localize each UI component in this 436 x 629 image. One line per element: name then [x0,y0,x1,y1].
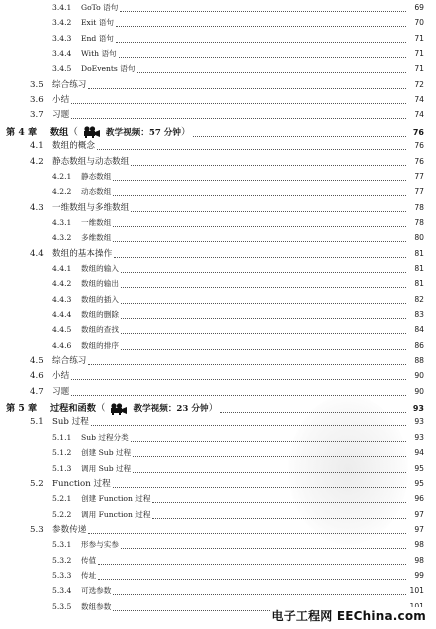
toc-entry-title: 静态数组与动态数组 [52,156,130,167]
toc-entry-number: 4.3.2 [52,233,72,243]
toc-entry-title: With 语句 [81,49,117,59]
toc-entry-number: 3.4.2 [52,18,72,28]
toc-entry-title: 数组 [50,126,69,138]
toc-page-number: 93 [414,432,424,442]
toc-entry-number: 4.6 [30,371,44,382]
toc-page-number: 90 [414,386,424,396]
toc-entry-title: 数组的概念 [52,141,95,152]
toc-entry-title: GoTo 语句 [81,3,119,12]
toc-entry-number: 3.4.1 [52,3,72,12]
toc-entry-row [0,31,424,47]
toc-page-number: 86 [414,340,424,350]
dot-leader [97,148,406,150]
toc-entry-title: 数组的插入 [81,294,119,304]
toc-entry-title: Sub 过程 [52,417,89,428]
dot-leader [71,394,406,396]
toc-entry-number: 5.3.1 [52,540,72,550]
toc-entry-row [0,138,424,154]
toc-page-number: 82 [414,294,424,304]
toc-entry-number: 4.4.3 [52,294,72,304]
toc-entry-number: 4.3.1 [52,217,72,227]
dot-leader [121,302,406,304]
dot-leader [133,471,406,473]
toc-entry-row [0,307,424,323]
toc-entry-title: 传值 [81,555,97,565]
toc-entry-number: 4.4.5 [52,325,72,335]
dot-leader [116,25,406,27]
dot-leader [113,194,406,196]
toc-entry-number: 5.3.2 [52,555,72,565]
dot-leader [113,593,406,595]
film-camera-icon [82,126,102,138]
toc-entry-title: 数组的基本操作 [52,248,113,259]
toc-entry-title: 形参与实参 [81,540,119,550]
dot-leader [113,179,406,181]
toc-entry-title: 数组的输入 [81,263,119,273]
toc-entry-title: 一维数组与多维数组 [52,202,130,213]
toc-entry-title: 多维数组 [81,233,112,243]
toc-entry-row [0,169,424,185]
toc-page-number: 74 [414,110,424,120]
dot-leader [98,578,406,580]
toc-entry-title: Exit 语句 [81,18,114,28]
toc-page-number: 70 [414,18,424,28]
toc-entry-row [0,476,424,492]
toc-entry-title: 数组的查找 [81,325,119,335]
toc-entry-title: 调用 Function 过程 [81,509,151,519]
toc-entry-row [0,61,424,77]
toc-entry-number: 3.6 [30,95,44,106]
toc-entry-row [0,276,424,292]
toc-entry-title: 数组的输出 [81,279,119,289]
toc-entry-number: 3.4.4 [52,49,72,59]
dot-leader [131,440,406,442]
toc-entry-number: 4.4.4 [52,310,72,319]
toc-page-number: 81 [414,279,424,289]
toc-entry-row [0,154,424,170]
toc-page-number: 101 [409,586,424,596]
toc-entry-title: 小结 [52,371,70,382]
toc-entry-row [0,491,424,507]
toc-entry-title: 可选参数 [81,586,112,596]
dot-leader [121,348,406,350]
toc-entry-row [0,338,424,354]
toc-entry-title: 静态数组 [81,171,112,181]
dot-leader [91,424,406,426]
toc-entry-number: 4.2.2 [52,187,72,197]
toc-entry-row [0,461,424,477]
dot-leader [152,517,406,519]
toc-entry-title: 参数传递 [52,524,87,535]
dot-leader [88,532,406,534]
toc-entry-row [0,522,424,538]
toc-page-number: 78 [414,217,424,227]
toc-entry-number: 3.4.3 [52,33,72,43]
toc-entry-row [0,15,424,31]
toc-entry-number: 第 5 章 [6,403,38,415]
toc-page-number: 81 [414,248,424,258]
toc-entry-row [0,246,424,262]
toc-page-number: 69 [414,3,424,12]
toc-entry-title: DoEvents 语句 [81,64,136,74]
dot-leader [88,87,406,89]
toc-page-number: 95 [414,463,424,473]
toc-page-number: 74 [414,95,424,105]
toc-entry-number: 4.4.1 [52,263,72,273]
toc-page-number: 72 [414,79,424,89]
toc-page-number: 90 [414,371,424,381]
toc-entry-number: 5.2.1 [52,494,72,504]
toc-entry-title: 传址 [81,570,97,580]
dot-leader [131,210,406,212]
toc-page-number: 98 [414,540,424,550]
toc-entry-row [0,261,424,277]
toc-page-number: 88 [414,356,424,366]
site-watermark: 电子工程网 EEChina.com [271,609,426,623]
toc-entry-number: 5.3 [30,524,44,535]
toc-page-number: 94 [414,448,424,458]
toc-entry-title: 创建 Function 过程 [81,494,151,504]
toc-entry-row [0,184,424,200]
toc-entry-row [0,583,424,599]
toc-entry-title: 综合练习 [52,79,87,90]
toc-entry-number: 5.1.3 [52,463,72,473]
video-duration: 教学视频：57 分钟 [105,127,181,138]
toc-entry-number: 4.2.1 [52,171,72,181]
dot-leader [71,378,406,380]
toc-page-number: 93 [414,417,424,427]
toc-entry-row [0,215,424,231]
toc-entry-number: 5.2.2 [52,509,72,519]
paren-open: （ [95,403,106,415]
dot-leader [220,411,406,413]
dot-leader [98,563,406,565]
toc-entry-row [0,445,424,461]
toc-entry-number: 4.4.6 [52,340,72,350]
dot-leader [121,271,406,273]
toc-entry-number: 4.3 [30,202,44,213]
toc-entry-title: 创建 Sub 过程 [81,448,132,458]
dot-leader [120,10,406,12]
toc-page-number: 97 [414,509,424,519]
toc-entry-row [0,92,424,108]
dot-leader [113,486,406,488]
toc-entry-number: 4.1 [30,141,44,152]
toc-entry-title: 综合练习 [52,356,87,367]
toc-entry-row [0,230,424,246]
toc-entry-row [0,384,424,400]
toc-page-number: 76 [412,127,424,137]
toc-page-number: 81 [414,263,424,273]
toc-entry-number: 4.4.2 [52,279,72,289]
toc-entry-title: 过程和函数 [50,403,96,415]
toc-entry-row [0,537,424,553]
toc-entry-row [0,292,424,308]
dot-leader [121,286,406,288]
toc-page-number: 97 [414,524,424,534]
toc-page-number: 83 [414,310,424,319]
toc-entry-title: 调用 Sub 过程 [81,463,132,473]
dot-leader [71,102,406,104]
paren-open: （ [68,126,78,138]
toc-entry-number: 5.3.5 [52,601,72,611]
toc-page-number: 93 [412,404,424,414]
dot-leader [116,41,406,43]
toc-entry-number: 4.4 [30,248,44,259]
toc-page-number: 99 [414,570,424,580]
toc-entry-number: 5.1.2 [52,448,72,458]
toc-entry-title: 数组的删除 [81,310,119,319]
dot-leader [121,332,406,334]
toc-entry-number: 5.2 [30,478,44,489]
paren-close: ） [208,403,219,415]
toc-entry-title: 一维数组 [81,217,112,227]
toc-entry-row [0,0,424,16]
toc-page-number: 71 [414,64,424,74]
toc-entry-title: 数组参数 [81,601,112,611]
dot-leader [121,547,406,549]
toc-entry-number: 4.7 [30,386,44,397]
toc-entry-title: 小结 [52,95,70,106]
toc-page-number: 76 [414,141,424,151]
toc-page-number: 98 [414,555,424,565]
toc-page-number: 95 [414,478,424,488]
toc-entry-number: 3.5 [30,79,44,90]
toc-entry-row [0,200,424,216]
toc-page-number: 77 [414,171,424,181]
toc-entry-title: 习题 [52,110,70,121]
dot-leader [119,56,406,58]
toc-entry-number: 3.7 [30,110,44,121]
dot-leader [193,135,406,137]
film-camera-icon [109,403,129,415]
dot-leader [152,501,406,503]
toc-entry-title: 数组的排序 [81,340,119,350]
toc-entry-number: 4.5 [30,356,44,367]
toc-entry-row [0,368,424,384]
toc-entry-number: 5.3.4 [52,586,72,596]
dot-leader [121,317,406,319]
toc-entry-row [0,553,424,569]
dot-leader [133,455,406,457]
dot-leader [113,240,406,242]
toc-entry-title: 习题 [52,386,70,397]
toc-page-number: 96 [414,494,424,504]
toc-entry-row [0,353,424,369]
dot-leader [137,71,406,73]
toc-entry-title: End 语句 [81,33,114,43]
toc-entry-row [0,107,424,123]
video-duration: 教学视频：23 分钟 [133,404,209,415]
toc-entry-row [0,77,424,93]
toc-page-number: 76 [414,156,424,166]
toc-page-number: 78 [414,202,424,212]
toc-entry-title: Sub 过程分类 [81,432,129,442]
toc-entry-number: 5.1 [30,417,44,428]
toc-entry-number: 5.1.1 [52,432,72,442]
toc-page-number: 71 [414,33,424,43]
toc-entry-row [0,46,424,62]
toc-page-number: 77 [414,187,424,197]
toc-entry-row [0,322,424,338]
toc-entry-number: 第 4 章 [6,126,38,138]
toc-page-number: 84 [414,325,424,335]
paren-close: ） [181,126,191,138]
dot-leader [113,225,406,227]
dot-leader [71,117,406,119]
dot-leader [131,164,406,166]
toc-entry-number: 5.3.3 [52,570,72,580]
toc-entry-row [0,430,424,446]
toc-page-number: 80 [414,233,424,243]
toc-entry-number: 3.4.5 [52,64,72,74]
toc-entry-title: Function 过程 [52,478,111,489]
dot-leader [114,256,406,258]
toc-entry-row [0,414,424,430]
toc-entry-row [0,568,424,584]
toc-entry-row [0,507,424,523]
toc-entry-title: 动态数组 [81,187,112,197]
toc-page-number: 71 [414,49,424,59]
dot-leader [88,363,406,365]
toc-entry-number: 4.2 [30,156,44,167]
